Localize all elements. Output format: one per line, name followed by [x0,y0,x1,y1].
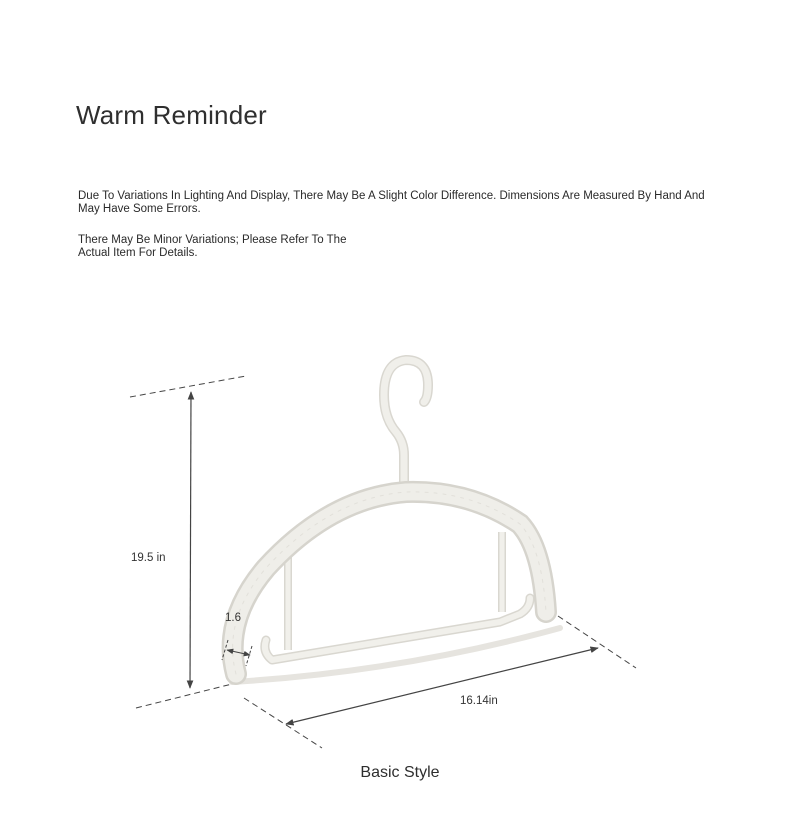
style-caption: Basic Style [360,764,440,781]
variation-note-text: There May Be Minor Variations; Please Refer To The Actual Item For Details. [78,234,347,259]
height-label: 19.5 in [131,552,166,564]
hanger-image [232,360,560,682]
width-label: 16.14in [460,695,498,707]
disclaimer-text: Due To Variations In Lighting And Display, There May Be A Slight Color Difference. Dimensions Are Measured By Hand And May Have Some Errors. [78,190,705,215]
thickness-label: 1.6 [225,612,241,624]
page-title: Warm Reminder [76,100,267,130]
